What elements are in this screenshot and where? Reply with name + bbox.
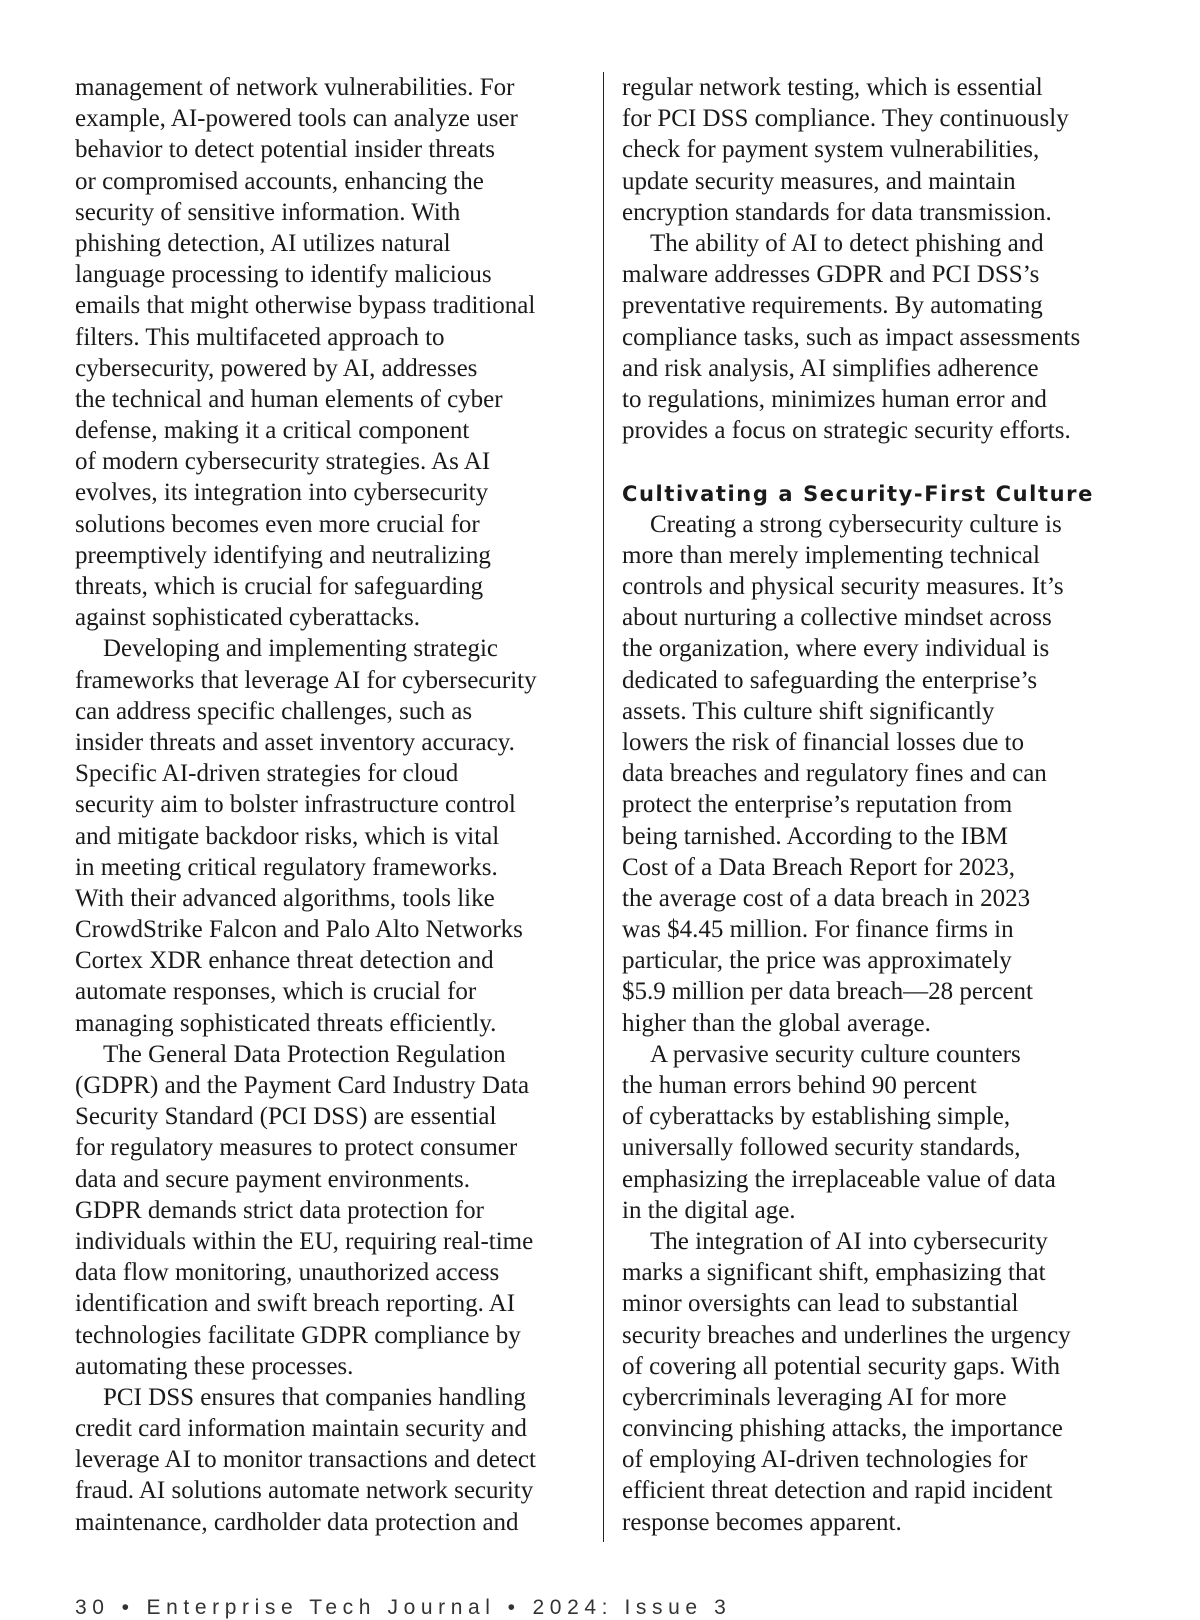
right-column-text-after-heading [622, 509, 1132, 1538]
text-line: language processing to identify malicious [75, 261, 492, 289]
text-line: response becomes apparent. [622, 1508, 902, 1536]
text-line: A pervasive security culture counters [650, 1040, 1021, 1068]
text-line: was $4.45 million. For finance firms in [622, 916, 1014, 944]
text-line: regular network testing, which is essential [622, 74, 1043, 101]
text-line: solutions becomes even more crucial for [75, 510, 480, 538]
text-line: data breaches and regulatory fines and can [622, 760, 1047, 788]
text-line: universally followed security standards, [622, 1134, 1021, 1162]
text-line: fraud. AI solutions automate network security [75, 1477, 534, 1505]
text-line: marks a significant shift, emphasizing that [622, 1259, 1046, 1287]
text-line: controls and physical security measures. It’s [622, 573, 1064, 600]
text-line: insider threats and asset inventory accuracy. [75, 728, 515, 756]
text-line: identification and swift breach reporting. AI [75, 1290, 516, 1318]
text-line: evolves, its integration into cybersecurity [75, 479, 489, 507]
text-line: (GDPR) and the Payment Card Industry Data [75, 1072, 530, 1099]
text-line: the average cost of a data breach in 2023 [622, 884, 1031, 912]
text-line: frameworks that leverage AI for cybersecurity [75, 666, 537, 694]
text-line: cybercriminals leveraging AI for more [622, 1383, 1007, 1411]
text-line: particular, the price was approximately [622, 947, 1012, 975]
text-line: of employing AI-driven technologies for [622, 1446, 1028, 1474]
text-line: and risk analysis, AI simplifies adherence [622, 354, 1039, 382]
text-line: higher than the global average. [622, 1009, 931, 1037]
text-line: check for payment system vulnerabilities, [622, 136, 1040, 164]
text-line: being tarnished. According to the IBM [622, 822, 1009, 850]
text-line: dedicated to safeguarding the enterprise’s [622, 666, 1038, 694]
page-footer [75, 1596, 731, 1620]
section-heading: Cultivating a Security-First Culture [622, 482, 1094, 507]
right-column [622, 72, 1132, 1538]
text-line: emails that might otherwise bypass traditional [75, 292, 536, 320]
footer-separator: • [507, 1596, 521, 1619]
footer-separator: • [121, 1596, 135, 1619]
text-line: update security measures, and maintain [622, 167, 1016, 195]
text-line: security of sensitive information. With [75, 198, 461, 226]
text-line: the organization, where every individual is [622, 635, 1050, 663]
column-divider [603, 72, 604, 1542]
text-line: minor oversights can lead to substantial [622, 1290, 1019, 1318]
text-line: preventative requirements. By automating [622, 292, 1043, 320]
section-spacer [622, 446, 1132, 477]
text-line: filters. This multifaceted approach to [75, 323, 445, 351]
text-line: With their advanced algorithms, tools like [75, 884, 495, 912]
text-line: lowers the risk of financial losses due to [622, 728, 1024, 756]
text-line: Security Standard (PCI DSS) are essential [75, 1103, 497, 1131]
text-line: The integration of AI into cybersecurity [650, 1227, 1048, 1255]
text-line: about nurturing a collective mindset across [622, 604, 1052, 632]
text-line: can address specific challenges, such as [75, 697, 473, 725]
text-line: in the digital age. [622, 1196, 796, 1224]
text-line: Cost of a Data Breach Report for 2023, [622, 853, 1015, 881]
text-line: the human errors behind 90 percent [622, 1072, 977, 1099]
text-line: CrowdStrike Falcon and Palo Alto Networks [75, 916, 523, 944]
text-line: provides a focus on strategic security efforts. [622, 417, 1071, 445]
text-line: Developing and implementing strategic [103, 635, 499, 663]
text-line: for regulatory measures to protect consumer [75, 1134, 518, 1162]
text-line: against sophisticated cyberattacks. [75, 604, 421, 632]
text-line: automate responses, which is crucial for [75, 978, 477, 1006]
text-line: malware addresses GDPR and PCI DSS’s [622, 261, 1040, 289]
text-line: individuals within the EU, requiring real-time [75, 1227, 534, 1255]
text-line: management of network vulnerabilities. For [75, 74, 515, 101]
right-column-text-before-heading [622, 72, 1132, 446]
text-line: GDPR demands strict data protection for [75, 1196, 484, 1224]
text-line: security breaches and underlines the urgency [622, 1321, 1071, 1349]
text-line: behavior to detect potential insider threats [75, 136, 495, 164]
text-line: to regulations, minimizes human error and [622, 385, 1047, 413]
text-line: threats, which is crucial for safeguarding [75, 573, 484, 600]
text-line: leverage AI to monitor transactions and detect [75, 1446, 536, 1474]
text-line: and mitigate backdoor risks, which is vital [75, 822, 500, 850]
text-line: of modern cybersecurity strategies. As AI [75, 448, 491, 476]
text-line: efficient threat detection and rapid incident [622, 1477, 1053, 1505]
text-line: the technical and human elements of cyber [75, 385, 503, 413]
text-line: PCI DSS ensures that companies handling [103, 1383, 526, 1411]
text-line: protect the enterprise’s reputation from [622, 791, 1013, 819]
text-line: managing sophisticated threats efficiently. [75, 1009, 497, 1037]
text-line: for PCI DSS compliance. They continuously [622, 105, 1069, 133]
text-line: convincing phishing attacks, the importance [622, 1415, 1063, 1443]
text-line: cybersecurity, powered by AI, addresses [75, 354, 478, 382]
text-line: or compromised accounts, enhancing the [75, 167, 484, 195]
text-line: defense, making it a critical component [75, 417, 470, 445]
text-line: technologies facilitate GDPR compliance by [75, 1321, 521, 1349]
text-line: more than merely implementing technical [622, 541, 1040, 569]
issue-label: 2024: Issue 3 [532, 1596, 732, 1619]
text-line: The ability of AI to detect phishing and [650, 229, 1044, 257]
text-line: Creating a strong cybersecurity culture is [650, 510, 1062, 538]
text-line: assets. This culture shift significantly [622, 697, 995, 725]
text-line: preemptively identifying and neutralizing [75, 541, 491, 569]
text-line: credit card information maintain security and [75, 1415, 527, 1443]
text-line: Cortex XDR enhance threat detection and [75, 947, 494, 975]
text-line: of covering all potential security gaps. With [622, 1352, 1061, 1380]
text-line: phishing detection, AI utilizes natural [75, 229, 451, 257]
text-line: compliance tasks, such as impact assessments [622, 323, 1081, 351]
text-line: maintenance, cardholder data protection and [75, 1508, 519, 1536]
page-number: 30 [75, 1596, 110, 1619]
text-line: in meeting critical regulatory frameworks. [75, 853, 498, 881]
text-line: encryption standards for data transmission. [622, 198, 1052, 226]
text-line: automating these processes. [75, 1352, 354, 1380]
publication-name: Enterprise Tech Journal [146, 1596, 496, 1619]
text-line: emphasizing the irreplaceable value of data [622, 1165, 1056, 1193]
text-line: Specific AI-driven strategies for cloud [75, 760, 459, 788]
text-line: of cyberattacks by establishing simple, [622, 1103, 1011, 1131]
text-line: The General Data Protection Regulation [103, 1040, 506, 1068]
text-line: security aim to bolster infrastructure control [75, 791, 516, 819]
text-line: data flow monitoring, unauthorized access [75, 1259, 500, 1287]
left-column [75, 72, 585, 1538]
text-line: data and secure payment environments. [75, 1165, 470, 1193]
text-line: example, AI-powered tools can analyze user [75, 105, 518, 133]
text-line: $5.9 million per data breach—28 percent [622, 978, 1033, 1006]
